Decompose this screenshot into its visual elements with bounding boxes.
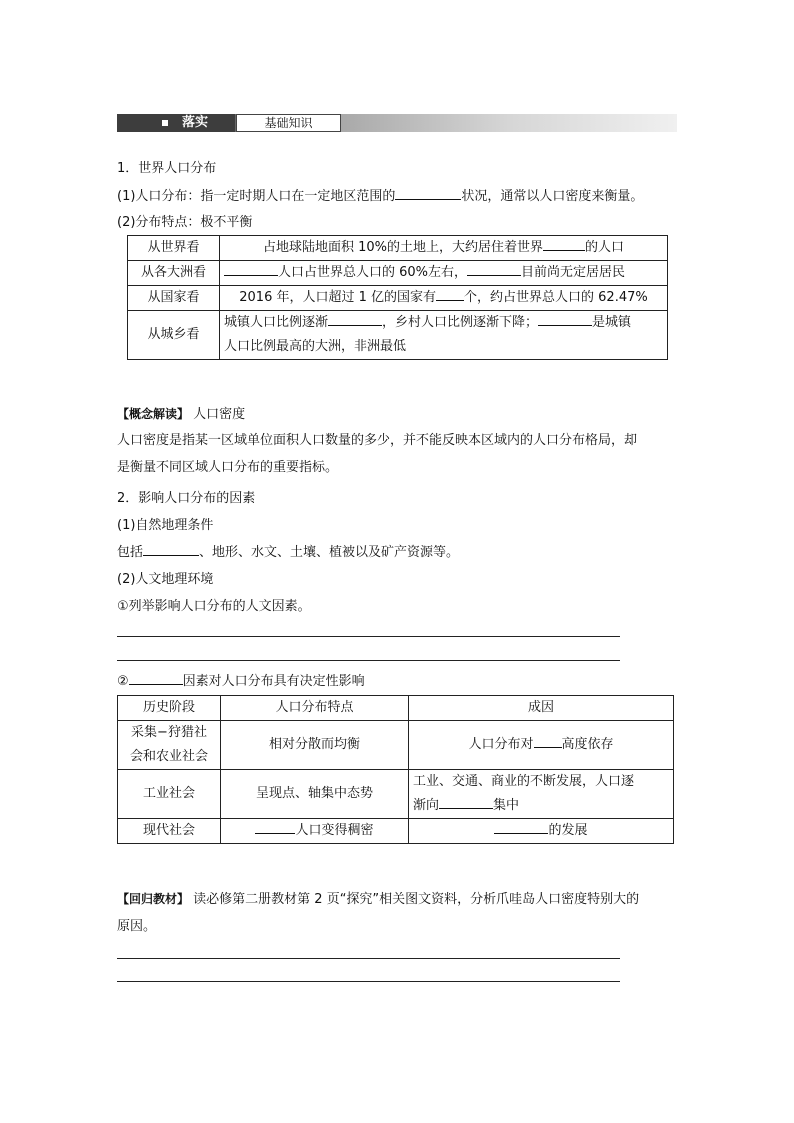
cell-text: 占地球陆地面积 10%的土地上，大约居住着世界 <box>262 240 543 255</box>
fill-blank[interactable] <box>467 263 521 276</box>
section-header <box>117 114 677 134</box>
world-distribution-table <box>127 235 668 360</box>
table-head-cell: 从城乡看 <box>128 311 220 360</box>
review-line-1 <box>117 888 639 907</box>
table-header-cell: 历史阶段 <box>118 696 221 721</box>
table-row <box>128 286 668 311</box>
table-row <box>128 261 668 286</box>
table-row <box>128 236 668 261</box>
s1-item2: (2)分布特点：极不平衡 <box>117 215 253 230</box>
section2-title: 2．影响人口分布的因素 <box>117 491 256 506</box>
table-cell <box>221 819 409 844</box>
answer-line[interactable] <box>117 636 620 637</box>
s2-question1: ①列举影响人口分布的人文因素。 <box>117 599 311 614</box>
line-text: 因素对人口分布具有决定性影响 <box>182 674 365 689</box>
concept-line-2: 是衡量不同区域人口分布的重要指标。 <box>117 460 339 475</box>
section-label: 落实 <box>182 115 209 130</box>
cell-text: 人口变得稠密 <box>295 823 374 838</box>
table-row <box>128 311 668 360</box>
cell-text: 个，约占世界总人口的 62.47% <box>464 290 648 305</box>
cell-text: 城镇人口比例逐渐 <box>224 315 329 330</box>
cell-line: 采集−狩猎社 <box>131 725 207 740</box>
concept-line-1: 人口密度是指某一区域单位面积人口数量的多少，并不能反映本区域内的人口分布格局，却 <box>117 433 638 448</box>
table-head-cell: 从世界看 <box>128 236 220 261</box>
review-text: 读必修第二册教材第 2 页“探究”相关图文资料，分析爪哇岛人口密度特别大的 <box>193 892 640 907</box>
fill-blank[interactable] <box>328 313 382 326</box>
line-text: 、地形、水文、土壤、植被以及矿产资源等。 <box>199 545 460 560</box>
answer-line[interactable] <box>117 958 620 959</box>
cell-line <box>413 794 669 818</box>
table-header-cell: 人口分布特点 <box>221 696 409 721</box>
cell-text: 的发展 <box>548 823 588 838</box>
cell-text: 人口占世界总人口的 60%左右， <box>278 265 468 280</box>
s1-item1-post: 状况，通常以人口密度来衡量。 <box>461 189 644 204</box>
header-dark-block <box>117 114 235 132</box>
cell-text: 是城镇 <box>592 315 632 330</box>
cell-text: 渐向 <box>413 798 440 813</box>
cell-text: 目前尚无定居居民 <box>521 265 626 280</box>
line-text: ② <box>117 674 129 689</box>
table-cell <box>220 261 668 286</box>
cell-text: 2016 年，人口超过 1 亿的国家有 <box>239 290 437 305</box>
section-tab: 基础知识 <box>236 114 341 132</box>
fill-blank[interactable] <box>395 187 461 200</box>
fill-blank[interactable] <box>534 735 562 748</box>
cell-text: 人口分布对 <box>468 737 534 752</box>
table-cell: 现代社会 <box>118 819 221 844</box>
table-cell: 呈现点、轴集中态势 <box>221 770 409 819</box>
cell-line: 工业、交通、商业的不断发展，人口逐 <box>413 774 635 789</box>
table-cell: 相对分散而均衡 <box>221 721 409 770</box>
s1-item1-pre: (1)人口分布：指一定时期人口在一定地区范围的 <box>117 189 396 204</box>
table-head-cell: 从国家看 <box>128 286 220 311</box>
square-bullet-icon <box>162 120 168 126</box>
review-line-2: 原因。 <box>117 919 157 934</box>
fill-blank[interactable] <box>129 672 183 685</box>
fill-blank[interactable] <box>439 796 493 809</box>
cell-text: 的人口 <box>585 240 625 255</box>
table-cell <box>220 286 668 311</box>
fill-blank[interactable] <box>494 821 548 834</box>
section1-title: 1．世界人口分布 <box>117 161 217 176</box>
answer-line[interactable] <box>117 981 620 982</box>
s2-sub2: (2)人文地理环境 <box>117 572 214 587</box>
line-text: 包括 <box>117 545 144 560</box>
cell-line: 人口比例最高的大洲，非洲最低 <box>224 339 407 354</box>
table-cell <box>409 721 674 770</box>
fill-blank[interactable] <box>538 313 592 326</box>
history-stage-table <box>117 695 674 844</box>
cell-text: ，乡村人口比例逐渐下降； <box>382 315 539 330</box>
fill-blank[interactable] <box>436 288 464 301</box>
fill-blank[interactable] <box>543 238 585 251</box>
cell-text: 集中 <box>493 798 520 813</box>
table-row <box>118 721 674 770</box>
table-cell <box>220 311 668 360</box>
table-row <box>118 770 674 819</box>
table-cell <box>118 721 221 770</box>
table-cell <box>409 770 674 819</box>
concept-tag: 【概念解读】 <box>117 407 190 421</box>
s2-sub1-text <box>117 541 459 560</box>
table-cell <box>220 236 668 261</box>
fill-blank[interactable] <box>143 543 199 556</box>
table-header-row <box>118 696 674 721</box>
table-row <box>118 819 674 844</box>
answer-line[interactable] <box>117 660 620 661</box>
table-header-cell: 成因 <box>409 696 674 721</box>
fill-blank[interactable] <box>255 821 295 834</box>
table-head-cell: 从各大洲看 <box>128 261 220 286</box>
s2-question2 <box>117 670 365 689</box>
fill-blank[interactable] <box>224 263 278 276</box>
s2-sub1: (1)自然地理条件 <box>117 518 214 533</box>
s1-item1 <box>117 185 643 204</box>
cell-line <box>224 311 663 335</box>
concept-heading <box>117 403 245 422</box>
concept-title: 人口密度 <box>193 407 246 422</box>
review-tag: 【回归教材】 <box>117 892 190 906</box>
cell-line: 会和农业社会 <box>129 749 208 764</box>
cell-text: 高度依存 <box>561 737 614 752</box>
table-cell <box>409 819 674 844</box>
table-cell: 工业社会 <box>118 770 221 819</box>
